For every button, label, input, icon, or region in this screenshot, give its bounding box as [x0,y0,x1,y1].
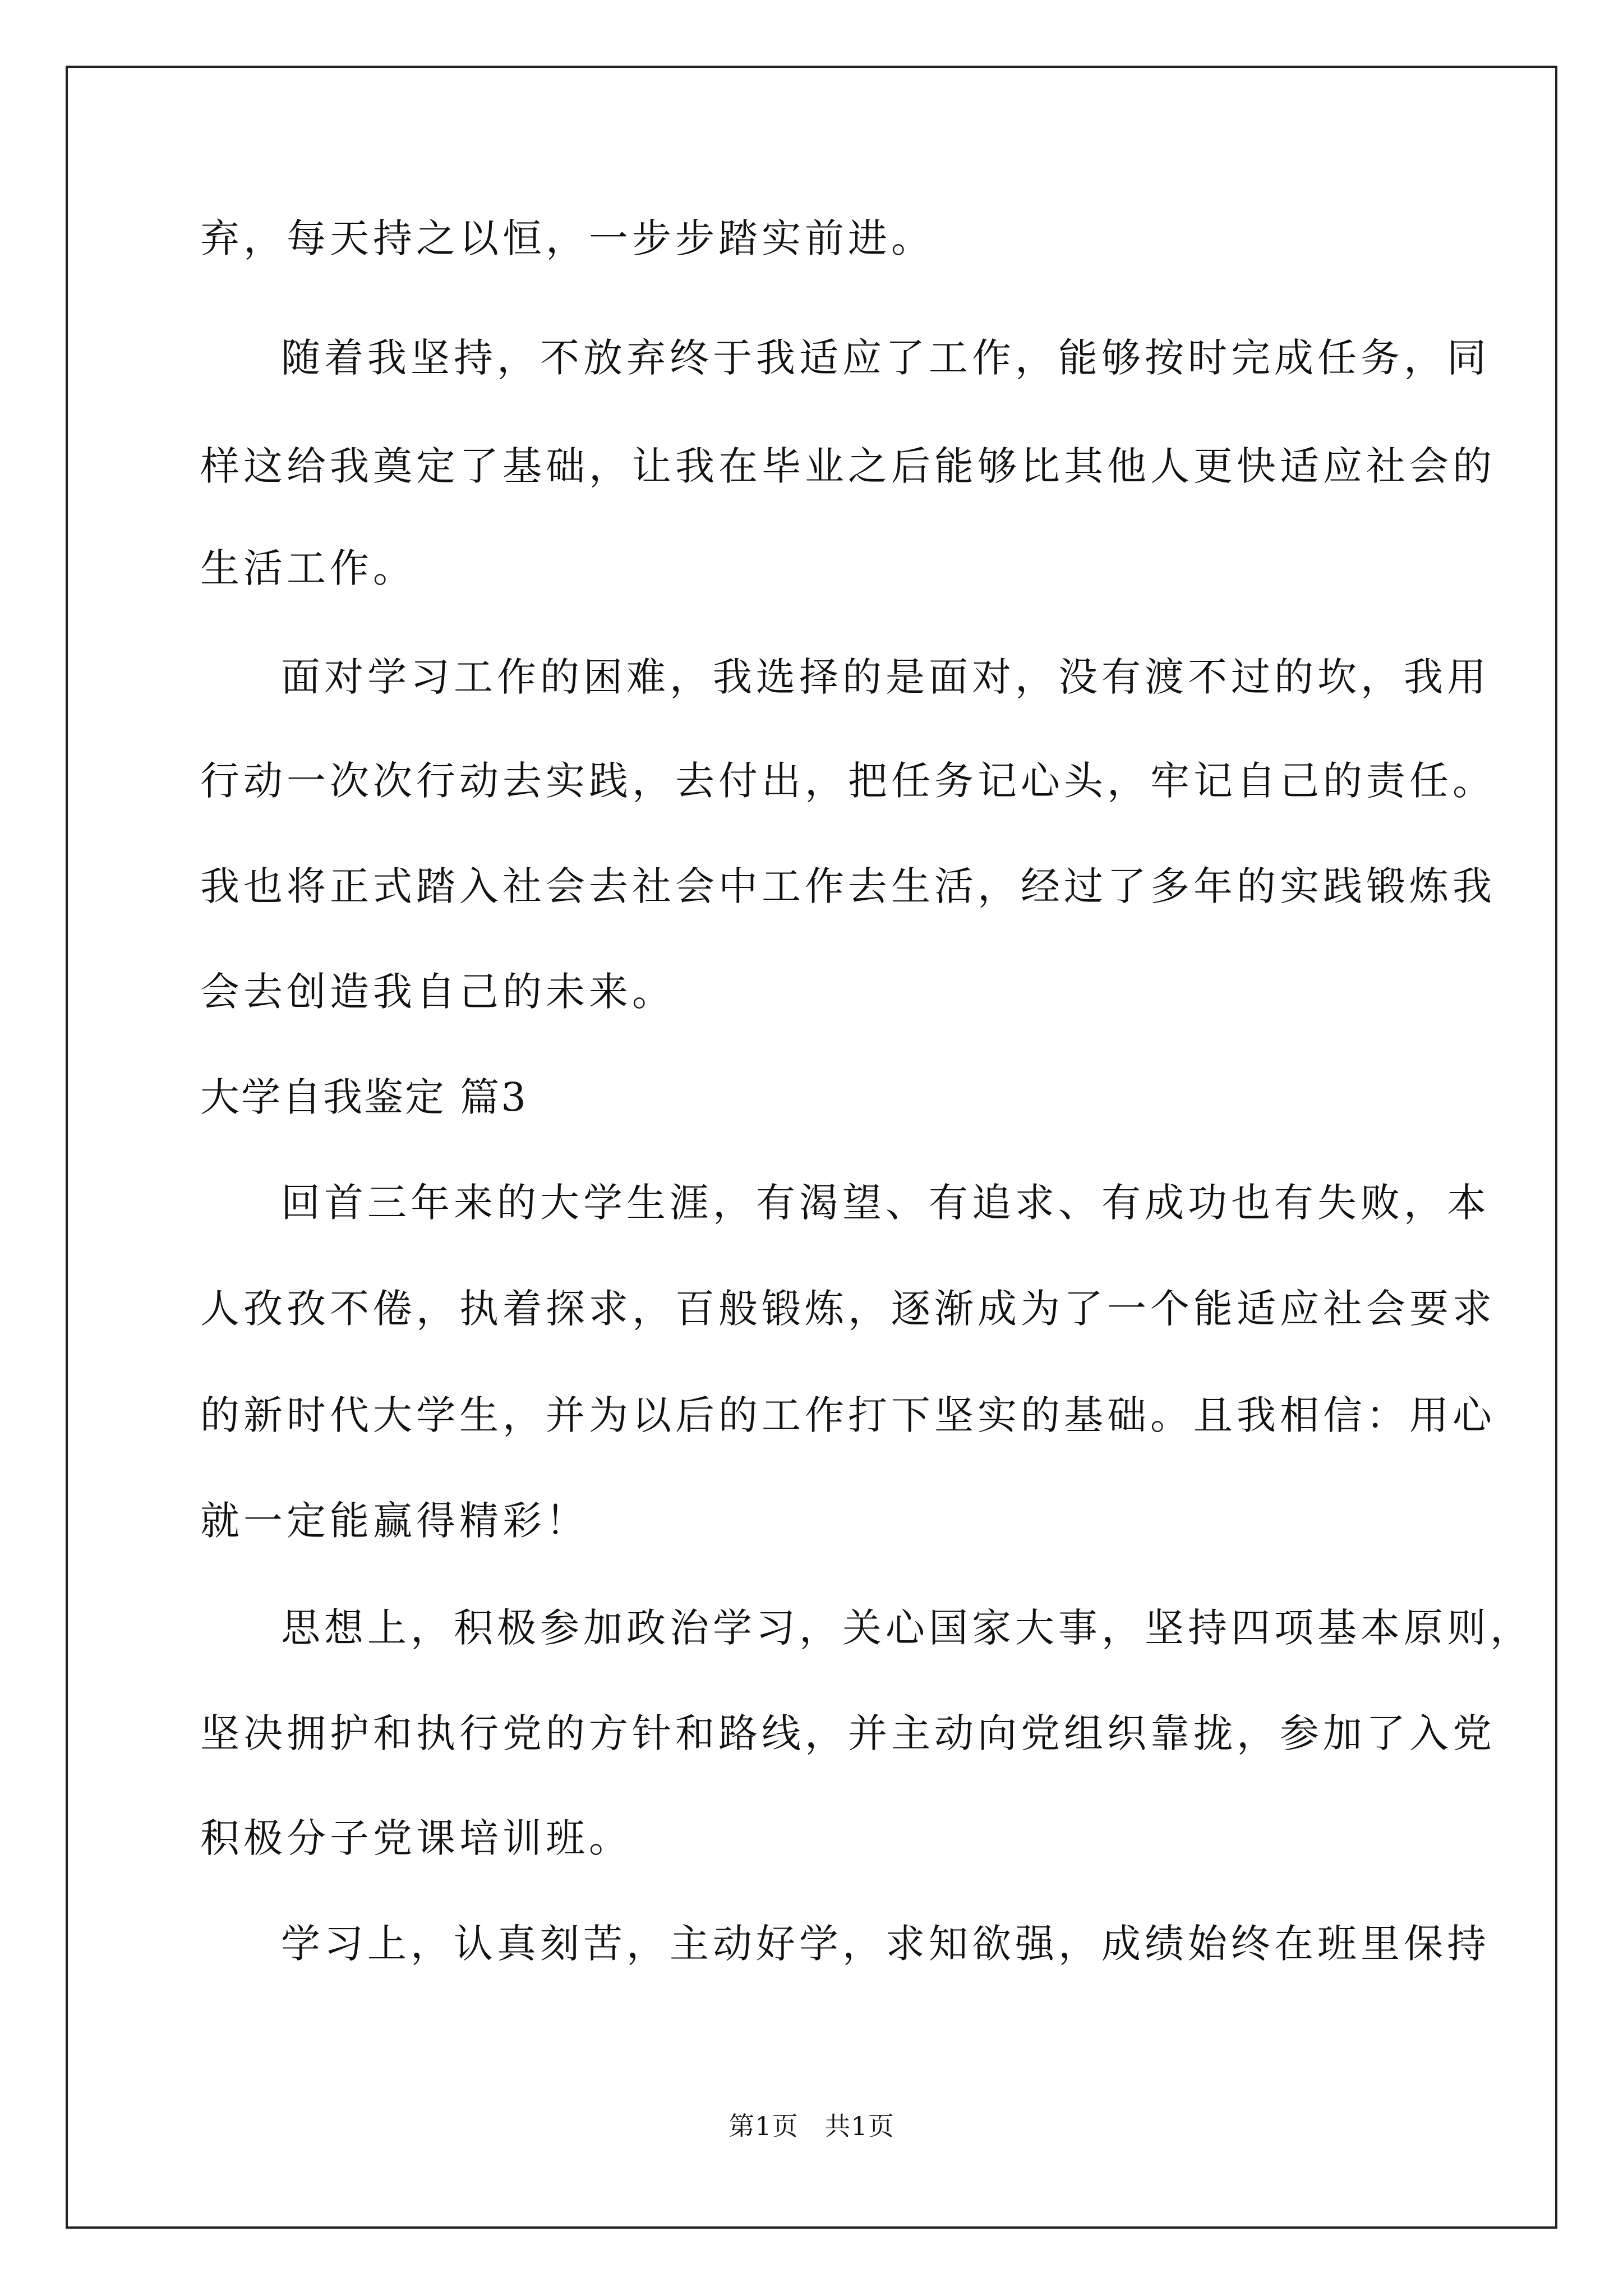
text-line: 积极分子党课培训班。 [200,1815,632,1861]
text-line: 就一定能赢得精彩！ [200,1498,589,1544]
text-line: 我也将正式踏入社会去社会中工作去生活，经过了多年的实践锻炼我 [200,863,1496,909]
text-line: 随着我坚持，不放弃终于我适应了工作，能够按时完成任务，同 [281,335,1490,381]
page-number-footer: 第1页 共1页 [728,2111,895,2141]
text-line: 回首三年来的大学生涯，有渴望、有追求、有成功也有失败，本 [281,1180,1490,1226]
text-line: 学习上，认真刻苦，主动好学，求知欲强，成绩始终在班里保持 [281,1921,1490,1967]
text-line: 生活工作。 [200,545,416,591]
text-line: 行动一次次行动去实践，去付出，把任务记心头，牢记自己的责任。 [200,758,1496,804]
page-frame [66,66,1557,2229]
text-line: 弃，每天持之以恒，一步步踏实前进。 [200,215,934,261]
text-line: 面对学习工作的困难，我选择的是面对，没有渡不过的坎，我用 [281,654,1490,700]
text-line: 人孜孜不倦，执着探求，百般锻炼，逐渐成为了一个能适应社会要求 [200,1286,1496,1332]
section-heading: 大学自我鉴定 篇3 [200,1074,528,1120]
text-line: 思想上，积极参加政治学习，关心国家大事，坚持四项基本原则， [281,1605,1533,1651]
text-line: 样这给我奠定了基础，让我在毕业之后能够比其他人更快适应社会的 [200,443,1496,489]
text-line: 会去创造我自己的未来。 [200,969,675,1015]
text-line: 坚决拥护和执行党的方针和路线，并主动向党组织靠拢，参加了入党 [200,1710,1496,1756]
text-line: 的新时代大学生，并为以后的工作打下坚实的基础。且我相信：用心 [200,1392,1496,1438]
